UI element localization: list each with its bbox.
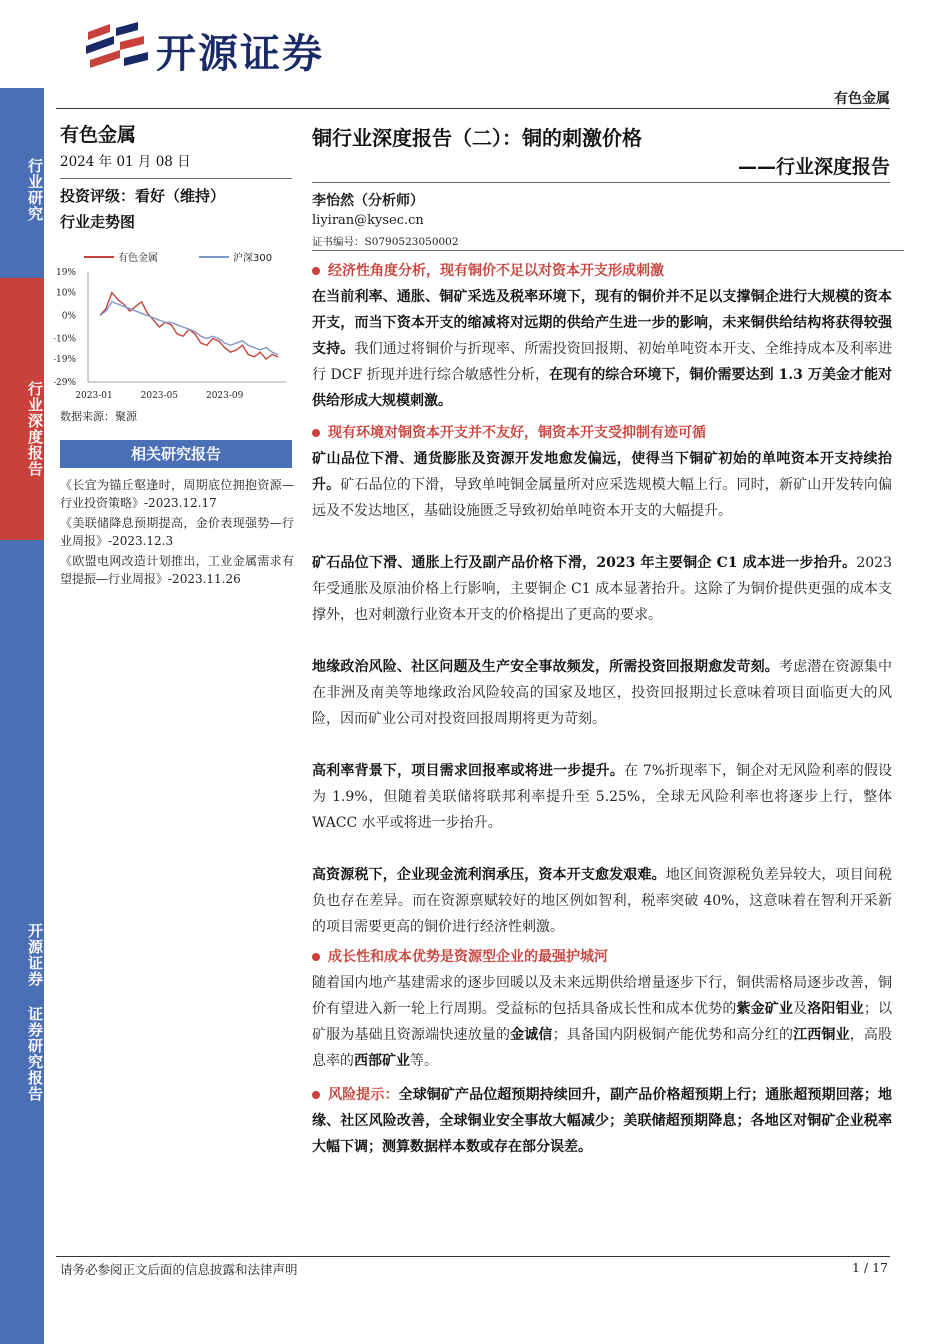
report-subtitle: ——行业深度报告 [737, 156, 890, 178]
investment-rating: 投资评级：看好（维持） [60, 187, 226, 205]
y-tick-label: 19% [55, 268, 76, 278]
paragraph-bold: 矿石品位下滑、通胀上行及副产品价格下滑，2023 年主要铜企 C1 成本进一步抬升。 [312, 555, 857, 571]
report-title: 铜行业深度报告（二）：铜的刺激价格 [312, 126, 642, 150]
brand-name: 开源证券 [156, 30, 324, 77]
paragraph-text: 考虑潜在资源集中在非洲及南美等地缘政治风险较高的国家及地区，投资回报期过长意味着项目面临更大的风险，因而矿业公司对投资回报周期将更为苛刻。 [312, 659, 893, 727]
paragraph-text: ；具备国内阴极铜产能优势和高分红的 [552, 1027, 794, 1043]
section-heading [312, 258, 892, 284]
legend-label: 有色金属 [118, 253, 158, 264]
brand-logo-icon [80, 20, 150, 80]
stock-name: 紫金矿业 [736, 1001, 794, 1017]
bullet-icon [312, 1091, 320, 1099]
y-tick-label: -10% [54, 334, 76, 345]
trend-chart-svg [54, 244, 294, 412]
side-band-report-type: 行业深度报告 [0, 278, 44, 540]
paragraph-bold: 高利率背景下，项目需求回报率或将进一步提升。 [312, 763, 625, 779]
page-number: 1 / 17 [851, 1260, 888, 1275]
paragraph-text: 随着国内地产基建需求的逐步回暖以及未来远期供给增量逐步下行，铜供需格局逐步改善，铜价有望进入新一轮上行周期。受益标的包括具备成长性和成本优势的 [312, 975, 892, 1017]
y-tick-label: 0% [61, 311, 76, 322]
y-tick-label: -19% [54, 355, 76, 366]
related-reports-header: 相关研究报告 [60, 440, 292, 468]
analyst-divider [312, 250, 904, 251]
stock-name: 江西铜业 [793, 1027, 850, 1043]
y-tick-label: 10% [55, 288, 76, 299]
paragraph-bold: 矿山品位下滑、通货膨胀及资源开发地愈发偏远，使得当下铜矿初始的单吨资本开支持续抬升。 [312, 451, 892, 493]
paragraph-bold: 地缘政治风险、社区问题及生产安全事故频发，所需投资回报期愈发苛刻。 [312, 659, 779, 675]
paragraph-text: 等。 [410, 1053, 438, 1069]
left-divider [60, 178, 292, 179]
paragraph-text: 2023 年受通胀及原油价格上行影响，主要铜企 C1 成本显著抬升。这除了为铜价提供更强的成本支撑外，也对刺激行业资本开支的价格提出了更高的要求。 [312, 555, 892, 623]
section-heading-text: 现有环境对铜资本开支并不友好，铜资本开支受抑制有迹可循 [328, 425, 706, 441]
paragraph [312, 654, 892, 732]
trend-chart-title: 行业走势图 [60, 213, 136, 231]
related-report-item[interactable]: 《美联储降息预期提高，金价表现强势—行业周报》-2023.12.3 [60, 516, 294, 548]
x-tick-label: 2023-05 [140, 391, 179, 401]
series-line-nonferrous [100, 293, 278, 360]
stock-name: 西部矿业 [354, 1053, 410, 1069]
related-reports-list [60, 476, 294, 590]
bullet-icon [312, 267, 320, 275]
paragraph [312, 758, 892, 836]
brand-logo [80, 18, 324, 82]
x-tick-label: 2023-01 [75, 391, 113, 401]
paragraph-text: 地区间资源税负差异较大，项目间税负也存在差异。而在资源禀赋较好的地区例如智利，税率突破 40%，这意味着在智利开采新的项目需要更高的铜价进行经济性刺激。 [312, 867, 892, 935]
footer-divider [56, 1256, 890, 1257]
analyst-email[interactable]: liyiran@kysec.cn [312, 213, 424, 228]
x-tick-label: 2023-09 [205, 391, 244, 401]
y-tick-label: -29% [54, 378, 76, 388]
paragraph [312, 550, 892, 628]
paragraph [312, 446, 892, 524]
section-heading [312, 420, 892, 446]
paragraph-text: 我们通过将铜价与折现率、所需投资回报期、初始单吨资本开支、全维持成本及利率进行 DCF 折现并进行综合敏感性分析， [312, 341, 893, 383]
paragraph-text: 矿石品位的下滑，导致单吨铜金属量所对应采选规模大幅上行。同时，新矿山开发转向偏远及不发达地区，基础设施匮乏导致初始单吨资本开支的大幅提升。 [312, 477, 893, 519]
risk-label: 风险提示： [328, 1087, 399, 1103]
sector-tag: 有色金属 [834, 91, 890, 107]
analyst-cert: 证书编号：S0790523050002 [312, 236, 459, 248]
paragraph-text: 在 7%折现率下，铜企对无风险利率的假设为 1.9%，但随着美联储将联邦利率提升至 5.25%，全球无风险利率也将逐步上行，整体 WACC 水平或将进一步抬升。 [312, 763, 892, 831]
related-report-item[interactable]: 《长宜为锚丘壑逢时，周期底位拥抱资源—行业投资策略》-2023.12.17 [60, 478, 294, 510]
paragraph-text: ；以矿服为基础且资源端快速放量的 [312, 1001, 893, 1043]
footer-disclaimer: 请务必参阅正文后面的信息披露和法律声明 [60, 1262, 298, 1277]
bullet-icon [312, 953, 320, 961]
paragraph-text: ，高股息率的 [312, 1027, 893, 1069]
paragraph [312, 284, 892, 414]
side-band-brand: 开源证券 证券研究报告 [0, 540, 44, 1344]
section-heading-text: 经济性角度分析，现有铜价不足以对资本开支形成刺激 [328, 263, 664, 279]
risk-paragraph [312, 1082, 892, 1160]
stock-name: 金诚信 [510, 1027, 553, 1043]
chart-source: 数据来源：聚源 [60, 410, 137, 423]
section-heading-text: 成长性和成本优势是资源型企业的最强护城河 [328, 949, 608, 965]
paragraph-bold: 在当前利率、通胀、铜矿采选及税率环境下，现有的铜价并不足以支撑铜企进行大规模的资本开支，而当下资本开支的缩减将对远期的供给产生进一步的影响，未来铜供给结构将获得较强支持。 [312, 289, 892, 357]
header-divider [56, 108, 890, 109]
paragraph [312, 862, 892, 940]
bullet-icon [312, 429, 320, 437]
analyst-name: 李怡然（分析师） [312, 193, 424, 209]
paragraph-bold: 在现有的综合环境下，铜价需要达到 1.3 万美金才能对供给形成大规模刺激。 [312, 367, 892, 409]
side-band-industry-research: 行业研究 [0, 88, 44, 278]
paragraph-text: 及 [793, 1001, 808, 1017]
paragraph-bold: 高资源税下，企业现金流利润承压，资本开支愈发艰难。 [312, 867, 666, 883]
legend-label: 沪深300 [233, 253, 273, 264]
series-line-csi300 [100, 302, 278, 355]
related-report-item[interactable]: 《欧盟电网改造计划推出，工业金属需求有望提振—行业周报》-2023.11.26 [60, 554, 294, 586]
paragraph [312, 970, 892, 1074]
report-date: 2024 年 01 月 08 日 [60, 154, 191, 170]
industry-trend-chart [54, 244, 294, 412]
industry-name: 有色金属 [60, 124, 137, 146]
section-heading [312, 944, 892, 970]
risk-text: 全球铜矿产品位超预期持续回升，副产品价格超预期上行；通胀超预期回落；地缘、社区风险改善，全球铜业安全事故大幅减少；美联储超预期降息；各地区对铜矿企业税率大幅下调；测算数据样本数或存在部分误差。 [312, 1087, 893, 1155]
stock-name: 洛阳钼业 [807, 1001, 864, 1017]
title-divider [312, 182, 890, 183]
report-body [312, 258, 892, 1160]
